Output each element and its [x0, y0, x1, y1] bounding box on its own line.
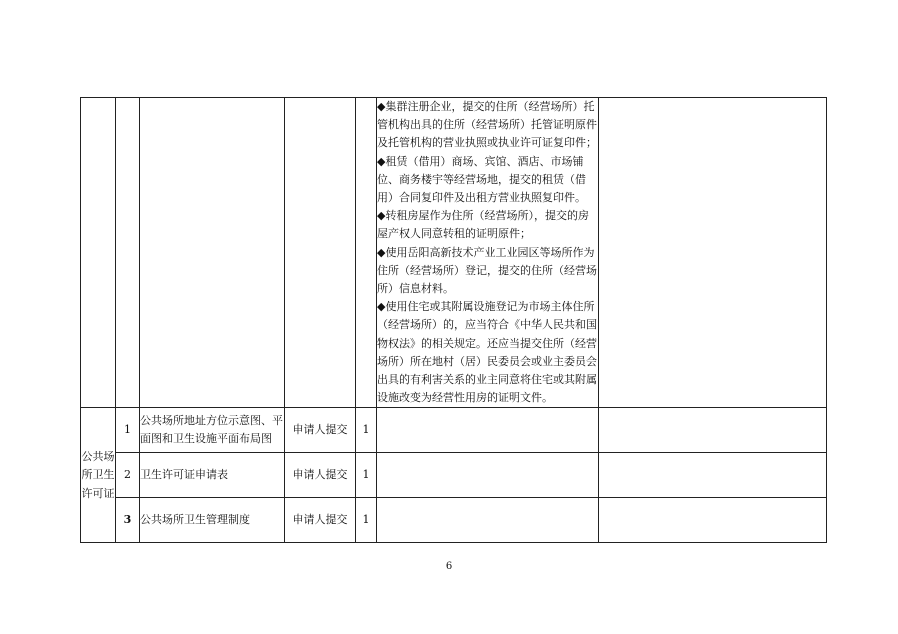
number-cell-empty — [116, 98, 140, 408]
requirements-cell — [377, 498, 599, 543]
remarks-cell-empty — [599, 98, 827, 408]
page-number: 6 — [445, 561, 453, 572]
note-item: ◆转租房屋作为住所（经营场所），提交的房屋产权人同意转租的证明原件； — [377, 209, 589, 241]
table-row — [81, 408, 827, 453]
material-count: 1 — [356, 408, 377, 453]
material-count: 1 — [356, 453, 377, 498]
row-number: 3 — [116, 498, 140, 543]
name-cell-empty — [140, 98, 285, 408]
material-count: 1 — [356, 498, 377, 543]
material-name: 卫生许可证申请表 — [140, 453, 285, 498]
note-item: ◆使用岳阳高新技术产业工业园区等场所作为住所（经营场所）登记，提交的住所（经营场所）信息材料。 — [377, 245, 597, 296]
remarks-cell — [599, 453, 827, 498]
materials-table — [80, 97, 827, 543]
table-row — [81, 453, 827, 498]
material-name: 公共场所卫生管理制度 — [140, 498, 285, 543]
requirements-cell — [377, 408, 599, 453]
material-name: 公共场所地址方位示意图、平面图和卫生设施平面布局图 — [140, 408, 285, 453]
note-item: ◆使用住宅或其附属设施登记为市场主体住所（经营场所）的，应当符合《中华人民共和国物权法》的相关规定。还应当提交住所（经营场所）所在地村（居）民委员会或业主委员会出具的有利害关系的业主同意将住宅或其附属设施改变为经营性用房的证明文件。 — [377, 300, 597, 405]
remarks-cell — [599, 408, 827, 453]
requirements-cell — [377, 453, 599, 498]
material-source: 申请人提交 — [285, 408, 356, 453]
note-item: ◆租赁（借用）商场、宾馆、酒店、市场铺位、商务楼宇等经营场地，提交的租赁（借用）合同复印件及出租方营业执照复印件。 — [377, 154, 586, 205]
remarks-cell — [599, 498, 827, 543]
continuation-row — [81, 98, 827, 408]
row-number: 2 — [116, 453, 140, 498]
source-cell-empty — [285, 98, 356, 408]
category-cell-empty — [81, 98, 116, 408]
count-cell-empty — [356, 98, 377, 408]
note-item: ◆集群注册企业，提交的住所（经营场所）托管机构出具的住所（经营场所）托管证明原件及托管机构的营业执照或执业许可证复印件； — [377, 100, 597, 150]
requirements-notes — [377, 98, 599, 408]
material-source: 申请人提交 — [285, 453, 356, 498]
row-number: 1 — [116, 408, 140, 453]
material-source: 申请人提交 — [285, 498, 356, 543]
category-label: 公共场所卫生许可证 — [81, 408, 116, 543]
table-row — [81, 498, 827, 543]
